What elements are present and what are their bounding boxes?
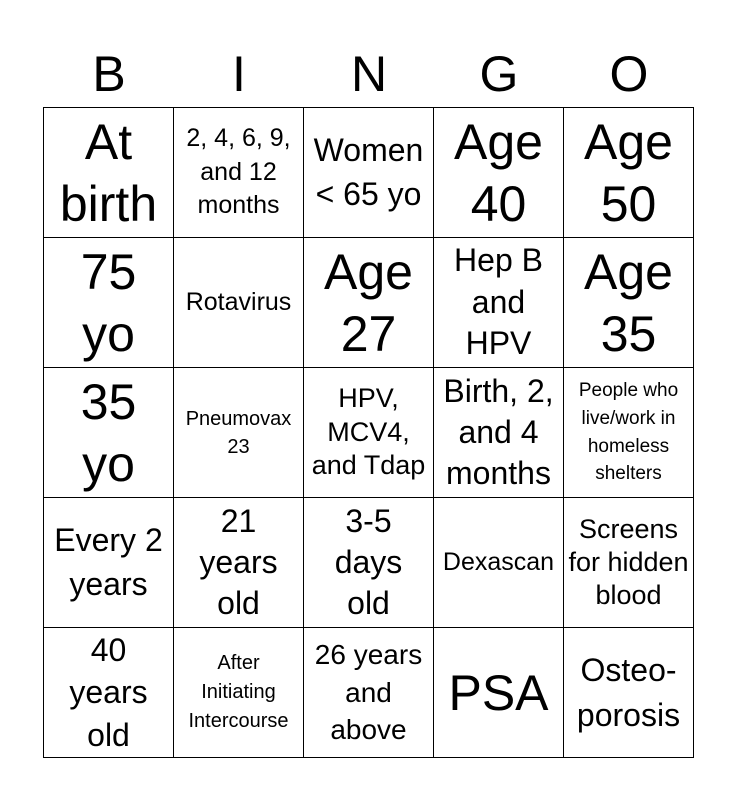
bingo-cell[interactable]: [304, 498, 434, 628]
cell-text: PSA: [448, 664, 549, 721]
bingo-cell[interactable]: [434, 368, 564, 498]
cell-text: 35 yo: [80, 373, 137, 492]
bingo-cell[interactable]: [304, 238, 434, 368]
header-letter-g: G: [479, 46, 519, 102]
cell-text: 3-5 days old: [334, 503, 403, 621]
bingo-cell[interactable]: [304, 628, 434, 758]
cell-text: Birth, 2, and 4 months: [443, 373, 554, 491]
cell-text: HPV, MCV4, and Tdap: [311, 382, 426, 481]
bingo-cell[interactable]: [44, 498, 174, 628]
bingo-cell[interactable]: [564, 108, 694, 238]
bingo-cell[interactable]: [564, 628, 694, 758]
cell-text: Osteo- porosis: [576, 651, 681, 733]
cell-text: People who live/work in homeless shelters: [578, 380, 679, 485]
cell-text: Dexascan: [442, 548, 555, 577]
cell-text: Every 2 years: [54, 521, 163, 602]
cell-text: Women < 65 yo: [313, 132, 424, 212]
bingo-cell[interactable]: [44, 368, 174, 498]
header-letter-i: I: [232, 46, 246, 102]
bingo-cell[interactable]: [304, 108, 434, 238]
bingo-header: [44, 42, 694, 106]
bingo-cell[interactable]: [174, 108, 304, 238]
cell-text: Hep B and HPV: [454, 242, 543, 362]
header-letter-o: O: [609, 46, 649, 102]
bingo-cell[interactable]: [434, 108, 564, 238]
cell-text: 2, 4, 6, 9, and 12 months: [186, 123, 291, 220]
bingo-cell[interactable]: [174, 628, 304, 758]
bingo-cell[interactable]: [174, 368, 304, 498]
bingo-cell[interactable]: [174, 238, 304, 368]
cell-text: Pneumovax 23: [185, 407, 292, 458]
bingo-board: [43, 107, 694, 758]
header-letter-n: N: [350, 46, 388, 102]
cell-text: 40 years old: [69, 632, 148, 753]
cell-text: At birth: [59, 113, 158, 232]
cell-text: Screens for hidden blood: [568, 514, 689, 610]
cell-text: Age 35: [584, 243, 673, 362]
cell-text: Age 50: [584, 113, 673, 232]
bingo-cell[interactable]: [434, 238, 564, 368]
bingo-cell[interactable]: [564, 498, 694, 628]
header-letter-b: B: [92, 46, 126, 102]
cell-text: Age 40: [454, 113, 543, 232]
bingo-cell[interactable]: [434, 498, 564, 628]
bingo-cell[interactable]: [174, 498, 304, 628]
bingo-cell[interactable]: [564, 368, 694, 498]
cell-text: 75 yo: [80, 243, 137, 362]
cell-text: After Initiating Intercourse: [188, 652, 289, 732]
bingo-cell[interactable]: [304, 368, 434, 498]
bingo-cell[interactable]: [434, 628, 564, 758]
cell-text: 21 years old: [199, 503, 278, 621]
bingo-cell[interactable]: [44, 238, 174, 368]
cell-text: Rotavirus: [185, 288, 292, 317]
cell-text: Age 27: [324, 243, 413, 362]
bingo-cell[interactable]: [44, 628, 174, 758]
bingo-cell[interactable]: [564, 238, 694, 368]
cell-text: 26 years and above: [314, 638, 423, 746]
bingo-cell[interactable]: [44, 108, 174, 238]
